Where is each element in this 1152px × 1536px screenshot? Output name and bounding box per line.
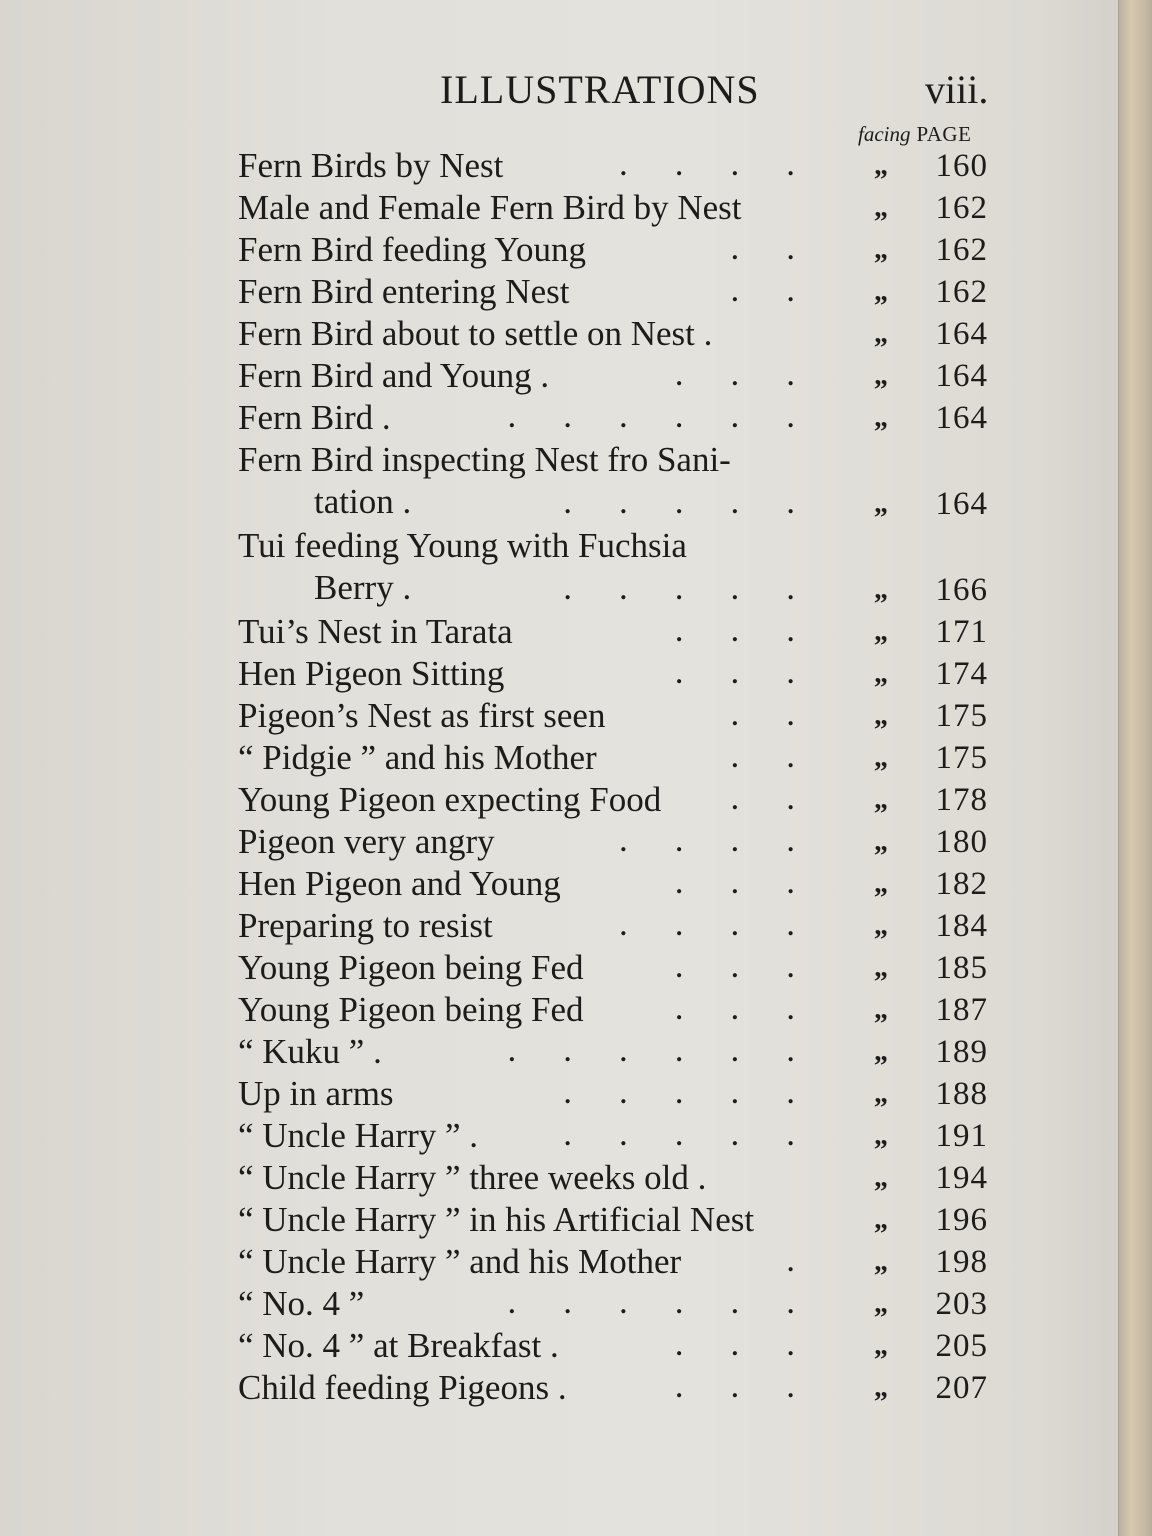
entry-page-number: 160: [935, 148, 988, 184]
ditto-mark: „: [874, 276, 888, 307]
ditto-mark: „: [874, 910, 888, 941]
leader-dots: ....: [619, 820, 842, 859]
leader-dots: ...: [674, 862, 842, 901]
page-edge: [1118, 0, 1152, 1536]
running-header: [440, 66, 1000, 116]
ditto-mark: „: [874, 700, 888, 731]
leader-dots: ....: [619, 144, 842, 183]
ditto-mark: „: [874, 784, 888, 815]
leader-dots: .: [786, 1240, 842, 1279]
entry-title-line: “ No. 4 ”: [238, 1284, 365, 1323]
entry-title: [238, 1241, 838, 1283]
leader-dots: ..: [730, 228, 842, 267]
entry-page-number: 166: [935, 572, 988, 608]
ditto-mark: „: [874, 360, 888, 391]
leader-dots: ...: [674, 946, 842, 985]
leader-dots: .....: [563, 1114, 842, 1153]
list-item: [238, 355, 998, 397]
ditto-mark: „: [874, 742, 888, 773]
ditto-mark: „: [874, 994, 888, 1025]
list-item: [238, 1325, 998, 1367]
entry-title-line: “ Uncle Harry ” three weeks old .: [238, 1158, 707, 1197]
header-page-number: viii.: [925, 67, 989, 112]
entry-page-number: 185: [935, 950, 988, 986]
entry-page-number: 184: [935, 908, 988, 944]
entry-title-line: Fern Bird and Young .: [238, 356, 550, 395]
entry-title-line: Pigeon’s Nest as first seen: [238, 696, 606, 735]
list-item: [238, 271, 998, 313]
leader-dots: ...: [674, 610, 842, 649]
ditto-mark: „: [874, 1288, 888, 1319]
entry-page-number: 178: [935, 782, 988, 818]
ditto-mark: „: [874, 868, 888, 899]
leader-dots: .....: [563, 482, 842, 521]
list-item: [238, 397, 998, 439]
entry-title-line: Fern Bird about to settle on Nest .: [238, 314, 713, 353]
ditto-mark: „: [874, 402, 888, 433]
entry-title: [238, 187, 838, 229]
ditto-mark: „: [874, 192, 888, 223]
entry-page-number: 164: [935, 316, 988, 352]
entry-title-line: Fern Bird feeding Young: [238, 230, 587, 269]
list-item: [238, 947, 998, 989]
entry-page-number: 175: [935, 740, 988, 776]
entry-title-line: “ Kuku ” .: [238, 1032, 382, 1071]
leader-dots: ..: [730, 778, 842, 817]
illustrations-list: [238, 145, 998, 1409]
entry-title-line: Fern Birds by Nest: [238, 146, 504, 185]
entry-page-number: 164: [935, 358, 988, 394]
entry-page-number: 194: [935, 1160, 988, 1196]
leader-dots: .....: [563, 568, 842, 607]
entry-title-line: Tui’s Nest in Tarata: [238, 612, 513, 651]
entry-title-line: Up in arms: [238, 1074, 394, 1113]
ditto-mark: „: [874, 826, 888, 857]
entry-page-number: 189: [935, 1034, 988, 1070]
ditto-mark: „: [874, 1372, 888, 1403]
ditto-mark: „: [874, 488, 888, 519]
ditto-mark: „: [874, 658, 888, 689]
ditto-mark: „: [874, 574, 888, 605]
list-item: [238, 313, 998, 355]
leader-dots: ...: [674, 988, 842, 1027]
entry-title: [238, 1157, 838, 1199]
entry-title-line: “ Uncle Harry ” and his Mother: [238, 1242, 682, 1281]
list-item: [238, 1115, 998, 1157]
leader-dots: ..: [730, 736, 842, 775]
leader-dots: ......: [507, 1030, 842, 1069]
list-item: [238, 1367, 998, 1409]
leader-dots: ...: [674, 652, 842, 691]
entry-page-number: 187: [935, 992, 988, 1028]
ditto-mark: „: [874, 952, 888, 983]
leader-dots: ....: [619, 904, 842, 943]
entry-title-line: Pigeon very angry: [238, 822, 495, 861]
list-item: [238, 1157, 998, 1199]
entry-page-number: 162: [935, 232, 988, 268]
entry-title-continuation: Berry .: [314, 568, 412, 607]
ditto-mark: „: [874, 1246, 888, 1277]
leader-dots: ...: [674, 1324, 842, 1363]
entry-title-line: Young Pigeon being Fed: [238, 948, 584, 987]
entry-page-number: 175: [935, 698, 988, 734]
list-item: [238, 863, 998, 905]
leader-dots: ......: [507, 396, 842, 435]
facing-label: facing: [858, 122, 911, 146]
list-item: [238, 229, 998, 271]
column-header: [858, 122, 971, 147]
ditto-mark: „: [874, 318, 888, 349]
list-item: [238, 611, 998, 653]
entry-title-line: Hen Pigeon and Young: [238, 864, 561, 903]
entry-page-number: 162: [935, 190, 988, 226]
entry-page-number: 205: [935, 1328, 988, 1364]
entry-title-line: “ Pidgie ” and his Mother: [238, 738, 597, 777]
entry-title-line: Fern Bird entering Nest: [238, 272, 570, 311]
list-item: [238, 1031, 998, 1073]
list-item: [238, 989, 998, 1031]
ditto-mark: „: [874, 616, 888, 647]
ditto-mark: „: [874, 1162, 888, 1193]
entry-page-number: 196: [935, 1202, 988, 1238]
entry-page-number: 171: [935, 614, 988, 650]
list-item: [238, 737, 998, 779]
list-item: [238, 1199, 998, 1241]
ditto-mark: „: [874, 150, 888, 181]
leader-dots: ..: [730, 694, 842, 733]
ditto-mark: „: [874, 1330, 888, 1361]
ditto-mark: „: [874, 1078, 888, 1109]
entry-title-line: Hen Pigeon Sitting: [238, 654, 505, 693]
list-item: [238, 439, 998, 525]
entry-title-line: “ Uncle Harry ” .: [238, 1116, 479, 1155]
page-label: PAGE: [916, 122, 972, 146]
entry-page-number: 174: [935, 656, 988, 692]
entry-page-number: 198: [935, 1244, 988, 1280]
entry-page-number: 203: [935, 1286, 988, 1322]
ditto-mark: „: [874, 234, 888, 265]
leader-dots: .....: [563, 1072, 842, 1111]
list-item: [238, 695, 998, 737]
entry-page-number: 182: [935, 866, 988, 902]
entry-title-line: Child feeding Pigeons .: [238, 1368, 567, 1407]
list-item: [238, 145, 998, 187]
list-item: [238, 1241, 998, 1283]
entry-title-line: Fern Bird .: [238, 398, 391, 437]
list-item: [238, 779, 998, 821]
entry-title-line: Fern Bird inspecting Nest fro Sani-: [238, 440, 731, 479]
list-item: [238, 821, 998, 863]
entry-page-number: 164: [935, 486, 988, 522]
ditto-mark: „: [874, 1204, 888, 1235]
leader-dots: ...: [674, 1366, 842, 1405]
list-item: [238, 187, 998, 229]
list-item: [238, 905, 998, 947]
ditto-mark: „: [874, 1036, 888, 1067]
entry-title: [238, 1199, 838, 1241]
ditto-mark: „: [874, 1120, 888, 1151]
entry-title-continuation: tation .: [314, 482, 412, 521]
leader-dots: ......: [507, 1282, 842, 1321]
list-item: [238, 1283, 998, 1325]
header-title: ILLUSTRATIONS: [440, 67, 760, 112]
entry-page-number: 207: [935, 1370, 988, 1406]
entry-page-number: 164: [935, 400, 988, 436]
list-item: [238, 1073, 998, 1115]
list-item: [238, 653, 998, 695]
leader-dots: ...: [674, 354, 842, 393]
entry-page-number: 180: [935, 824, 988, 860]
entry-title-line: “ No. 4 ” at Breakfast .: [238, 1326, 559, 1365]
entry-page-number: 162: [935, 274, 988, 310]
entry-title-line: “ Uncle Harry ” in his Artificial Nest: [238, 1200, 755, 1239]
entry-title-line: Tui feeding Young with Fuchsia: [238, 526, 687, 565]
entry-title-line: Young Pigeon being Fed: [238, 990, 584, 1029]
list-item: [238, 525, 998, 611]
entry-page-number: 188: [935, 1076, 988, 1112]
entry-title: [238, 313, 838, 355]
entry-title-line: Male and Female Fern Bird by Nest: [238, 188, 742, 227]
entry-title-line: Young Pigeon expecting Food: [238, 780, 662, 819]
entry-title-line: Preparing to resist: [238, 906, 493, 945]
leader-dots: ..: [730, 270, 842, 309]
entry-page-number: 191: [935, 1118, 988, 1154]
